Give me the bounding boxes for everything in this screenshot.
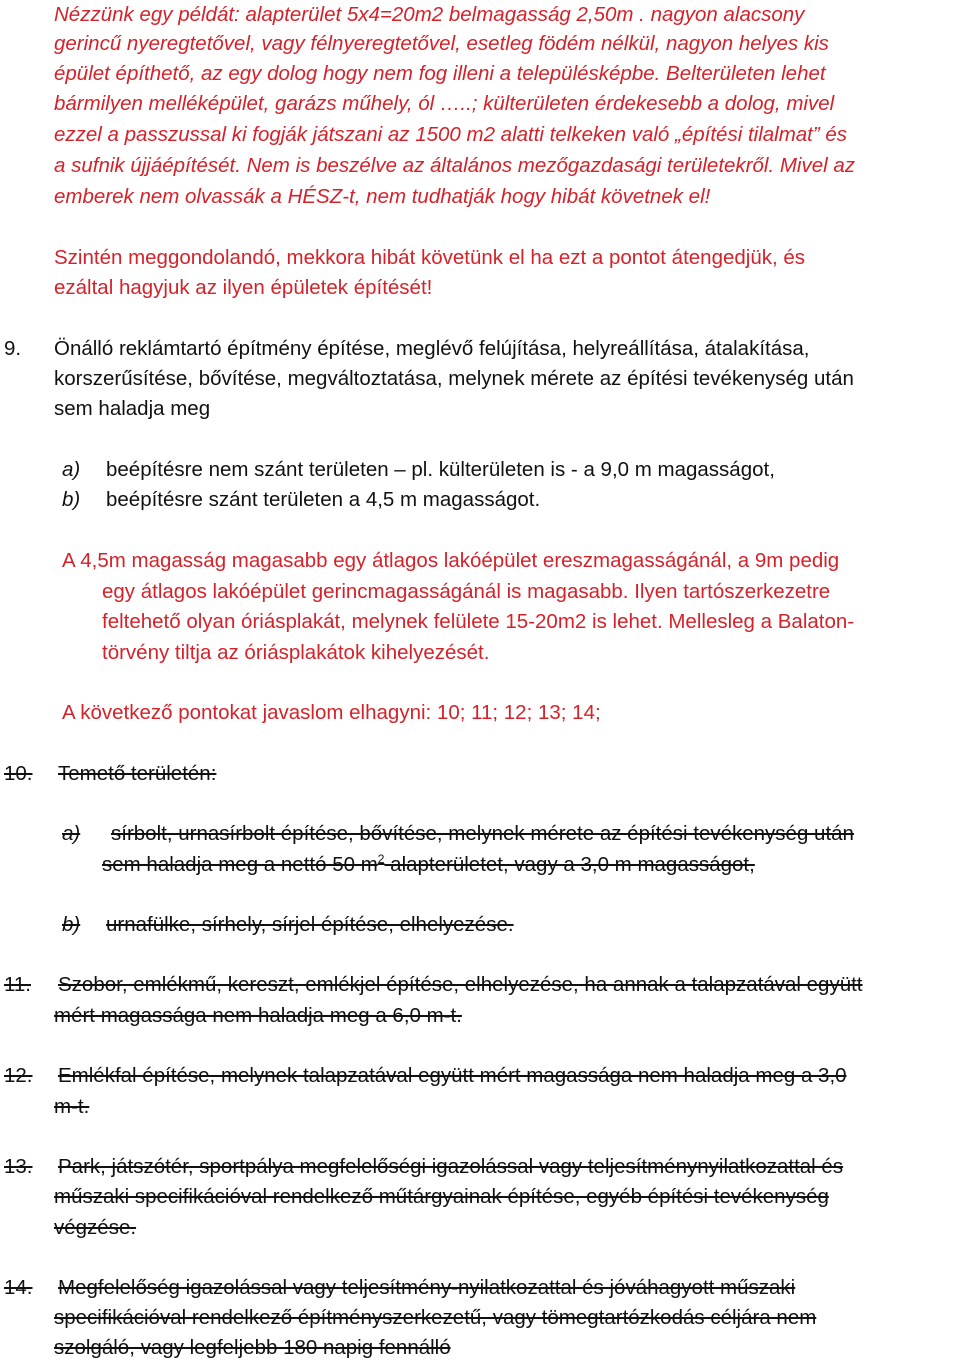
sub-item-text: sírbolt, urnasírbolt építése, bővítése, melynek mérete az építési tevékenység után [111, 822, 854, 845]
item-number: 12. [4, 1064, 33, 1087]
sub-item-text: beépítésre szánt területen a 4,5 m magasságot. [106, 488, 541, 511]
item-text: szolgáló, vagy legfeljebb 180 napig fennálló [54, 1336, 451, 1359]
comment-line: épület építhető, az egy dolog hogy nem fog illeni a településképbe. Belterületen lehet [54, 62, 826, 85]
sub-item-text: urnafülke, sírhely, sírjel építése, elhelyezése. [106, 913, 514, 936]
comment-line: Nézzünk egy példát: alapterület 5x4=20m2 belmagasság 2,50m . nagyon alacsony [54, 3, 805, 26]
comment-recommendation: A következő pontokat javaslom elhagyni: 10; 11; 12; 13; 14; [62, 701, 601, 724]
item-text: korszerűsítése, bővítése, megváltoztatása, melynek mérete az építési tevékenység után [54, 367, 854, 390]
item-number: 14. [4, 1276, 33, 1299]
sub-item-text: sem haladja meg a nettó 50 $m^2$ alapterületet, vagy a 3,0 m magasságot, [102, 852, 755, 876]
comment-line: bármilyen melléképület, garázs műhely, ól …..; külterületen érdekesebb a dolog, mivel [54, 92, 835, 115]
item-text: Önálló reklámtartó építmény építése, meglévő felújítása, helyreállítása, átalakítása, [54, 337, 810, 360]
item-number: 9. [4, 337, 22, 360]
comment-line: emberek nem olvassák a HÉSZ-t, nem tudhatják hogy hibát követnek el! [54, 185, 711, 208]
comment-line: gerincű nyeregtetővel, vagy félnyeregtetővel, esetleg födém nélkül, nagyon helyes kis [54, 32, 829, 55]
sub-item-label: b) [62, 488, 81, 511]
item-title: Temető területén: [58, 762, 217, 785]
sub-item-label: a) [62, 458, 81, 481]
comment-line: feltehető olyan óriásplakát, melynek felülete 15-20m2 is lehet. Mellesleg a Balaton- [102, 610, 855, 633]
item-text: Park, játszótér, sportpálya megfelelőségi igazolással vagy teljesítménynyilatkozattal és [58, 1155, 844, 1178]
sub-item-label: a) [62, 822, 81, 845]
sub-item-label: b) [62, 913, 81, 936]
comment-line: törvény tiltja az óriásplakátok kihelyezését. [102, 641, 490, 664]
item-number: 11. [4, 973, 31, 996]
comment-line: A 4,5m magasság magasabb egy átlagos lakóépület ereszmagasságánál, a 9m pedig [62, 549, 840, 572]
item-text: Megfelelőség igazolással vagy teljesítmény-nyilatkozattal és jóváhagyott műszaki [58, 1276, 796, 1299]
item-text: m-t. [54, 1095, 90, 1118]
item-number: 13. [4, 1155, 33, 1178]
item-text: Szobor, emlékmű, kereszt, emlékjel építése, elhelyezése, ha annak a talapzatával együtt [58, 973, 863, 996]
sub-item-text: beépítésre nem szánt területen – pl. külterületen is - a 9,0 m magasságot, [106, 458, 775, 481]
comment-line: a sufnik újjáépítését. Nem is beszélve az általános mezőgazdasági területekről. Mivel az [54, 154, 856, 177]
item-text: specifikációval rendelkező építményszerkezetű, vagy tömegtartózkodás céljára nem [54, 1306, 817, 1329]
item-text: végzése. [54, 1216, 137, 1239]
comment-line: egy átlagos lakóépület gerincmagasságánál is magasabb. Ilyen tartószerkezetre [102, 580, 831, 603]
comment-line: ezáltal hagyjuk az ilyen épületek építését! [54, 276, 433, 299]
item-text: mért magassága nem haladja meg a 6,0 m-t. [54, 1004, 462, 1027]
item-text: Emlékfal építése, melynek talapzatával együtt mért magassága nem haladja meg a 3,0 [58, 1064, 847, 1087]
item-number: 10. [4, 762, 33, 785]
item-text: műszaki specifikációval rendelkező műtárgyainak építése, egyéb építési tevékenység [54, 1185, 829, 1208]
item-text: sem haladja meg [54, 397, 211, 420]
comment-line: Szintén meggondolandó, mekkora hibát követünk el ha ezt a pontot átengedjük, és [54, 246, 806, 269]
comment-line: ezzel a passzussal ki fogják játszani az 1500 m2 alatti telkeken való „építési tilalmat” és [54, 123, 848, 146]
